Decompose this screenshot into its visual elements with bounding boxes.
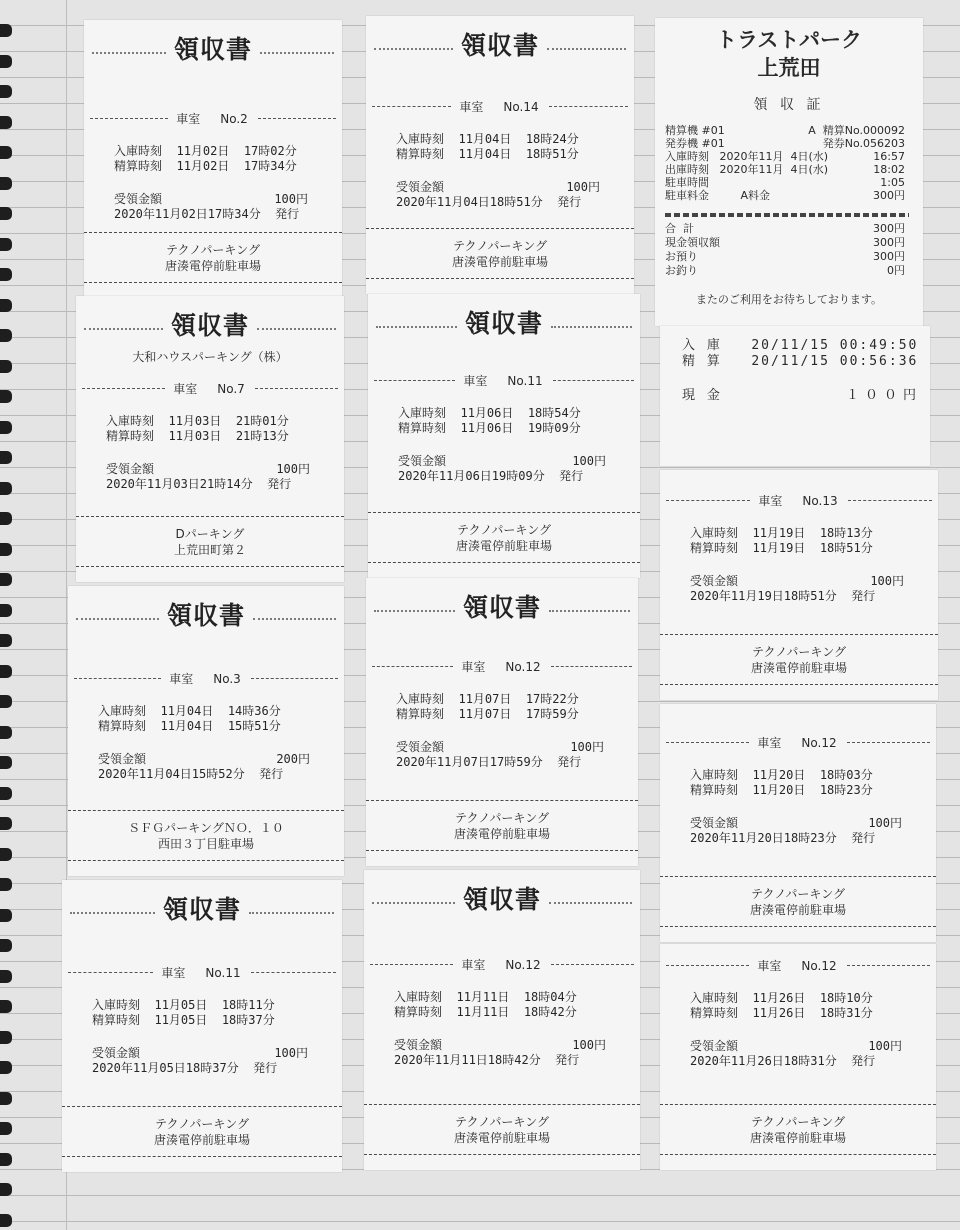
out-label: 精算時刻 <box>396 147 445 161</box>
receipt-title: 領収書 <box>174 35 253 64</box>
in-date: 11月03日 <box>168 414 222 428</box>
out-date: 11月04日 <box>458 147 512 161</box>
issued-suffix: 発行 <box>267 477 292 491</box>
separator-line <box>368 562 640 563</box>
separator-line <box>84 232 342 233</box>
in-date: 11月19日 <box>752 526 806 540</box>
issued-datetime: 2020年11月20日18時23分 <box>690 831 837 845</box>
out-label: 精算時刻 <box>92 1013 141 1027</box>
separator-line <box>366 850 638 851</box>
room-number: No.11 <box>205 965 241 980</box>
spiral-ring <box>0 1214 12 1227</box>
separator-line <box>368 512 640 513</box>
amount-label: 受領金額 <box>396 740 445 754</box>
trustpark-total-row <box>665 250 905 263</box>
separator-line <box>660 1104 936 1105</box>
issued-datetime: 2020年11月03日21時14分 <box>106 477 253 491</box>
trustpark-total-row <box>665 222 905 235</box>
spiral-ring <box>0 787 12 800</box>
out-label: 精算時刻 <box>690 541 739 555</box>
out-label: 精算時刻 <box>106 429 155 443</box>
room-label: 車室 <box>459 100 484 114</box>
footer-lot: 唐湊電停前駐車場 <box>453 827 550 841</box>
footer-lot: 唐湊電停前駐車場 <box>451 255 548 269</box>
spiral-ring <box>0 970 12 983</box>
spiral-ring <box>0 390 12 403</box>
spiral-ring <box>0 939 12 952</box>
separator-line <box>76 516 344 517</box>
out-time: 18時51分 <box>819 541 873 555</box>
out-time: 18時23分 <box>819 783 873 797</box>
issued-suffix: 発行 <box>559 469 584 483</box>
trustpark-row <box>665 150 905 163</box>
in-date: 11月04日 <box>458 132 512 146</box>
out-time: 18時51分 <box>525 147 579 161</box>
footer-lot: 唐湊電停前駐車場 <box>455 539 552 553</box>
footer-operator: テクノパーキング <box>752 645 846 659</box>
out-time: 18時42分 <box>523 1005 577 1019</box>
receipt-r8 <box>364 870 640 1170</box>
trustpark-row-value: 発券No.056203 <box>822 137 905 150</box>
in-date: 11月07日 <box>458 692 512 706</box>
out-date: 11月11日 <box>456 1005 510 1019</box>
spiral-ring <box>0 1000 12 1013</box>
spiral-ring <box>0 726 12 739</box>
footer-lot: 唐湊電停前駐車場 <box>750 661 847 675</box>
issued-suffix: 発行 <box>259 767 284 781</box>
in-label: 入庫時刻 <box>690 526 739 540</box>
footer-operator: テクノパーキング <box>751 1115 845 1129</box>
issued-suffix: 発行 <box>851 589 876 603</box>
separator-line <box>660 1154 936 1155</box>
issued-datetime: 2020年11月26日18時31分 <box>690 1054 837 1068</box>
receipt-r7 <box>62 880 342 1172</box>
out-date: 11月19日 <box>752 541 806 555</box>
receipt-trustpark <box>655 18 923 326</box>
trustpark-total-row <box>665 264 905 277</box>
amount-value: 100円 <box>566 180 600 194</box>
in-date: 11月05日 <box>154 998 208 1012</box>
slip-out-label: 精 算 <box>682 354 722 369</box>
receipt-title: 領収書 <box>163 895 242 924</box>
trustpark-total-row <box>665 236 905 249</box>
out-date: 11月03日 <box>168 429 222 443</box>
in-time: 17時22分 <box>525 692 579 706</box>
out-label: 精算時刻 <box>398 421 447 435</box>
amount-value: 200円 <box>276 752 310 766</box>
spiral-ring <box>0 268 12 281</box>
slip-in-value: 20/11/15 00:49:50 <box>751 338 919 353</box>
room-label: 車室 <box>173 382 198 396</box>
spiral-ring <box>0 1122 12 1135</box>
spiral-ring <box>0 85 12 98</box>
receipt-title: 領収書 <box>461 31 540 60</box>
spiral-ring <box>0 817 12 830</box>
slip-cash-value: １００円 <box>845 388 922 403</box>
separator-line <box>62 1106 342 1107</box>
separator-line <box>660 876 936 877</box>
receipt-r3 <box>76 296 344 582</box>
trustpark-row-label: 駐車料金 A料金 <box>665 189 770 202</box>
out-label: 精算時刻 <box>690 1006 739 1020</box>
amount-value: 100円 <box>274 1046 308 1060</box>
trustpark-row-value: 18:02 <box>873 163 905 176</box>
out-label: 精算時刻 <box>690 783 739 797</box>
issued-datetime: 2020年11月05日18時37分 <box>92 1061 239 1075</box>
spiral-ring <box>0 238 12 251</box>
room-number: No.7 <box>217 381 245 396</box>
separator-line <box>62 1156 342 1157</box>
room-number: No.12 <box>801 735 837 750</box>
out-time: 19時09分 <box>527 421 581 435</box>
separator-line <box>660 634 938 635</box>
out-time: 18時31分 <box>819 1006 873 1020</box>
in-label: 入庫時刻 <box>398 406 447 420</box>
issued-suffix: 発行 <box>557 195 582 209</box>
room-number: No.12 <box>801 958 837 973</box>
separator-line <box>660 926 936 927</box>
receipt-r4 <box>368 294 640 578</box>
receipt-r6 <box>366 578 638 866</box>
in-time: 18時10分 <box>819 991 873 1005</box>
out-time: 21時13分 <box>235 429 289 443</box>
amount-value: 100円 <box>868 1039 902 1053</box>
spiral-ring <box>0 299 12 312</box>
slip-out-value: 20/11/15 00:56:36 <box>751 354 919 369</box>
spiral-ring <box>0 665 12 678</box>
room-number: No.12 <box>505 659 541 674</box>
footer-lot: 唐湊電停前駐車場 <box>153 1133 250 1147</box>
spiral-ring <box>0 1061 12 1074</box>
issued-datetime: 2020年11月02日17時34分 <box>114 207 261 221</box>
footer-lot: 唐湊電停前駐車場 <box>749 1131 846 1145</box>
receipt-title: 領収書 <box>167 601 246 630</box>
spiral-ring <box>0 482 12 495</box>
in-date: 11月04日 <box>160 704 214 718</box>
spiral-ring <box>0 695 12 708</box>
in-label: 入庫時刻 <box>394 990 443 1004</box>
trustpark-row <box>665 137 905 150</box>
footer-operator: テクノパーキング <box>457 523 551 537</box>
in-time: 18時54分 <box>527 406 581 420</box>
spiral-ring <box>0 177 12 190</box>
amount-label: 受領金額 <box>396 180 445 194</box>
trustpark-total-label: お預り <box>665 250 698 263</box>
issued-suffix: 発行 <box>253 1061 278 1075</box>
spiral-ring <box>0 360 12 373</box>
in-label: 入庫時刻 <box>92 998 141 1012</box>
footer-operator: ＳＦＧパーキングＮＯ．１０ <box>128 821 284 835</box>
trustpark-row <box>665 189 905 202</box>
room-number: No.12 <box>505 957 541 972</box>
trustpark-row-label: 精算機 #01 <box>665 124 725 137</box>
separator-line <box>364 1154 640 1155</box>
out-time: 15時51分 <box>227 719 281 733</box>
separator-line <box>660 684 938 685</box>
room-number: No.11 <box>507 373 543 388</box>
out-date: 11月05日 <box>154 1013 208 1027</box>
room-label: 車室 <box>757 959 782 973</box>
trustpark-row-value: A 精算No.000092 <box>808 124 905 137</box>
amount-value: 100円 <box>274 192 308 206</box>
out-date: 11月02日 <box>176 159 230 173</box>
amount-label: 受領金額 <box>394 1038 443 1052</box>
receipt-r11 <box>660 944 936 1170</box>
trustpark-row-value: 300円 <box>873 189 905 202</box>
receipt-title: 領収書 <box>465 309 544 338</box>
in-label: 入庫時刻 <box>396 692 445 706</box>
spiral-ring <box>0 878 12 891</box>
spiral-ring <box>0 207 12 220</box>
in-time: 17時02分 <box>243 144 297 158</box>
in-time: 18時11分 <box>221 998 275 1012</box>
amount-value: 100円 <box>868 816 902 830</box>
separator-line <box>84 282 342 283</box>
in-time: 18時04分 <box>523 990 577 1004</box>
issued-datetime: 2020年11月19日18時51分 <box>690 589 837 603</box>
footer-lot: 唐湊電停前駐車場 <box>749 903 846 917</box>
room-number: No.3 <box>213 671 241 686</box>
room-label: 車室 <box>758 494 783 508</box>
receipt-company: 大和ハウスパーキング（株） <box>132 350 288 364</box>
spiral-ring <box>0 1153 12 1166</box>
in-label: 入庫時刻 <box>106 414 155 428</box>
room-label: 車室 <box>169 672 194 686</box>
footer-operator: テクノパーキング <box>751 887 845 901</box>
receipt-title: 領収書 <box>463 885 542 914</box>
room-label: 車室 <box>461 660 486 674</box>
trustpark-row <box>665 163 905 176</box>
out-time: 17時59分 <box>525 707 579 721</box>
spiral-ring <box>0 329 12 342</box>
receipt-cash-slip <box>660 326 930 466</box>
issued-datetime: 2020年11月04日15時52分 <box>98 767 245 781</box>
room-number: No.2 <box>220 111 248 126</box>
trustpark-total-value: 0円 <box>887 264 905 277</box>
issued-suffix: 発行 <box>275 207 300 221</box>
out-label: 精算時刻 <box>394 1005 443 1019</box>
footer-lot: 西田３丁目駐車場 <box>157 837 254 851</box>
out-date: 11月07日 <box>458 707 512 721</box>
out-date: 11月04日 <box>160 719 214 733</box>
trustpark-total-label: 現金領収額 <box>665 236 720 249</box>
spiral-ring <box>0 1092 12 1105</box>
trustpark-row <box>665 124 905 137</box>
spiral-ring <box>0 24 12 37</box>
separator-line <box>76 566 344 567</box>
trustpark-row-value: 1:05 <box>880 176 905 189</box>
receipt-r2 <box>366 16 634 294</box>
room-label: 車室 <box>176 112 201 126</box>
trustpark-total-value: 300円 <box>873 250 905 263</box>
room-number: No.13 <box>802 493 838 508</box>
amount-label: 受領金額 <box>690 574 739 588</box>
trustpark-location: 上荒田 <box>757 55 821 80</box>
spiral-ring <box>0 634 12 647</box>
amount-label: 受領金額 <box>106 462 155 476</box>
trustpark-thanks: またのご利用をお待ちしております。 <box>695 293 883 306</box>
in-date: 11月11日 <box>456 990 510 1004</box>
spiral-ring <box>0 421 12 434</box>
trustpark-row-label: 駐車時間 <box>665 176 709 189</box>
receipt-title: 領収書 <box>463 593 542 622</box>
spiral-ring <box>0 604 12 617</box>
room-label: 車室 <box>463 374 488 388</box>
out-time: 18時37分 <box>221 1013 275 1027</box>
spiral-ring <box>0 543 12 556</box>
separator-line <box>366 278 634 279</box>
issued-datetime: 2020年11月04日18時51分 <box>396 195 543 209</box>
receipt-r10 <box>660 704 936 942</box>
spiral-ring <box>0 146 12 159</box>
slip-cash-label: 現 金 <box>682 388 722 403</box>
in-label: 入庫時刻 <box>98 704 147 718</box>
spiral-ring <box>0 848 12 861</box>
in-time: 18時13分 <box>819 526 873 540</box>
spiral-binding <box>0 0 14 1230</box>
in-date: 11月06日 <box>460 406 514 420</box>
footer-operator: テクノパーキング <box>453 239 547 253</box>
issued-datetime: 2020年11月07日17時59分 <box>396 755 543 769</box>
trustpark-total-value: 300円 <box>873 236 905 249</box>
amount-label: 受領金額 <box>114 192 163 206</box>
trustpark-separator <box>665 213 909 217</box>
spiral-ring <box>0 55 12 68</box>
out-date: 11月06日 <box>460 421 514 435</box>
amount-label: 受領金額 <box>690 1039 739 1053</box>
spiral-ring <box>0 573 12 586</box>
amount-value: 100円 <box>870 574 904 588</box>
in-label: 入庫時刻 <box>114 144 163 158</box>
spiral-ring <box>0 756 12 769</box>
in-label: 入庫時刻 <box>396 132 445 146</box>
in-date: 11月26日 <box>752 991 806 1005</box>
out-label: 精算時刻 <box>114 159 163 173</box>
trustpark-subtitle: 領 収 証 <box>753 97 825 113</box>
separator-line <box>68 860 344 861</box>
trustpark-row-label: 出庫時刻 2020年11月 4日(水) <box>665 163 829 176</box>
separator-line <box>68 810 344 811</box>
slip-in-label: 入 庫 <box>682 338 722 353</box>
amount-value: 100円 <box>572 1038 606 1052</box>
footer-operator: Dパーキング <box>175 527 245 541</box>
trustpark-row-value: 16:57 <box>873 150 905 163</box>
amount-value: 100円 <box>276 462 310 476</box>
out-label: 精算時刻 <box>396 707 445 721</box>
in-time: 14時36分 <box>227 704 281 718</box>
footer-operator: テクノパーキング <box>166 243 260 257</box>
trustpark-row <box>665 176 905 189</box>
trustpark-title: トラストパーク <box>716 27 862 52</box>
separator-line <box>366 800 638 801</box>
out-label: 精算時刻 <box>98 719 147 733</box>
room-number: No.14 <box>503 99 539 114</box>
trustpark-total-label: お釣り <box>665 264 698 277</box>
footer-lot: 唐湊電停前駐車場 <box>164 259 261 273</box>
in-time: 18時03分 <box>819 768 873 782</box>
footer-operator: テクノパーキング <box>155 1117 249 1131</box>
issued-datetime: 2020年11月11日18時42分 <box>394 1053 541 1067</box>
spiral-ring <box>0 1031 12 1044</box>
issued-suffix: 発行 <box>557 755 582 769</box>
amount-value: 100円 <box>572 454 606 468</box>
amount-label: 受領金額 <box>690 816 739 830</box>
issued-suffix: 発行 <box>851 1054 876 1068</box>
spiral-ring <box>0 116 12 129</box>
room-label: 車室 <box>161 966 186 980</box>
amount-label: 受領金額 <box>98 752 147 766</box>
receipt-r5 <box>68 586 344 876</box>
receipt-r9 <box>660 470 938 700</box>
out-date: 11月26日 <box>752 1006 806 1020</box>
room-label: 車室 <box>461 958 486 972</box>
trustpark-total-value: 300円 <box>873 222 905 235</box>
in-time: 21時01分 <box>235 414 289 428</box>
in-label: 入庫時刻 <box>690 991 739 1005</box>
room-label: 車室 <box>757 736 782 750</box>
footer-lot: 上荒田町第２ <box>173 543 246 557</box>
issued-suffix: 発行 <box>851 831 876 845</box>
receipt-r1 <box>84 20 342 298</box>
footer-lot: 唐湊電停前駐車場 <box>453 1131 550 1145</box>
spiral-ring <box>0 909 12 922</box>
separator-line <box>364 1104 640 1105</box>
receipt-title: 領収書 <box>171 311 250 340</box>
amount-value: 100円 <box>570 740 604 754</box>
spiral-ring <box>0 1183 12 1196</box>
in-label: 入庫時刻 <box>690 768 739 782</box>
in-time: 18時24分 <box>525 132 579 146</box>
amount-label: 受領金額 <box>92 1046 141 1060</box>
in-date: 11月20日 <box>752 768 806 782</box>
out-time: 17時34分 <box>243 159 297 173</box>
separator-line <box>366 228 634 229</box>
issued-suffix: 発行 <box>555 1053 580 1067</box>
out-date: 11月20日 <box>752 783 806 797</box>
issued-datetime: 2020年11月06日19時09分 <box>398 469 545 483</box>
spiral-ring <box>0 512 12 525</box>
in-date: 11月02日 <box>176 144 230 158</box>
footer-operator: テクノパーキング <box>455 1115 549 1129</box>
trustpark-row-label: 入庫時刻 2020年11月 4日(水) <box>665 150 829 163</box>
trustpark-row-label: 発券機 #01 <box>665 137 725 150</box>
footer-operator: テクノパーキング <box>455 811 549 825</box>
amount-label: 受領金額 <box>398 454 447 468</box>
spiral-ring <box>0 451 12 464</box>
trustpark-total-label: 合 計 <box>665 222 694 235</box>
